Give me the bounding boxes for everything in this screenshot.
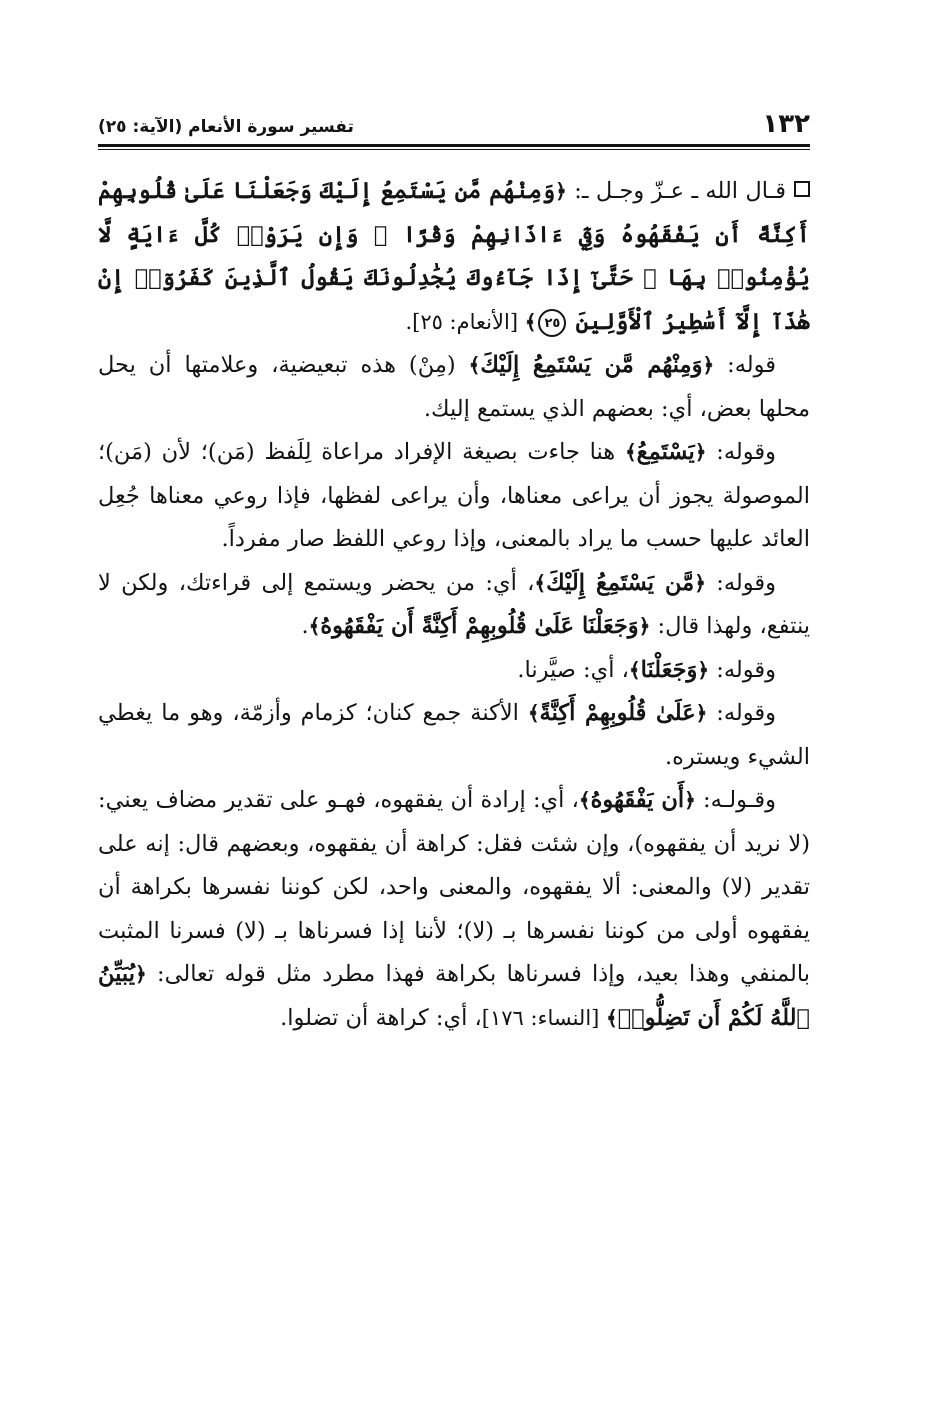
bracket-open: ﴿	[695, 701, 708, 725]
paragraph-lead: وقـولـه:	[695, 787, 776, 813]
paragraph-lead: قوله:	[714, 352, 777, 378]
bracket-open: ﴿	[638, 614, 651, 638]
running-title: تفسير سورة الأنعام (الآية: ٢٥)	[98, 117, 354, 137]
quran-quote: يَسْتَمِعُ	[636, 439, 695, 465]
header-rule-thin	[98, 149, 810, 150]
ayah-number-marker: ٢٥	[538, 309, 566, 337]
opening-intro: قـال الله ـ عـزّ وجـل ـ:	[566, 178, 786, 204]
quran-quote: وَجَعَلْنَا	[640, 656, 698, 683]
bracket-open: ﴿	[702, 353, 715, 377]
square-bullet-icon	[794, 181, 810, 197]
verse-reference: [النساء: ١٧٦]	[481, 1005, 607, 1030]
paragraph-lead: وقوله:	[709, 656, 776, 683]
quran-quote: وَمِنْهُم مَّن يَسْتَمِعُ إِلَيْكَ	[480, 352, 703, 378]
bracket-close: ﴾	[468, 353, 481, 377]
paragraph-1	[98, 344, 810, 431]
paragraph-text: الأكنة جمع كنان؛ كزمام وأزمّة، وهو ما يغطي الشيء ويستره.	[98, 700, 810, 770]
paragraph-text: ، أي: من يحضر ويستمع إلى قراءتك، ولكن لا ينتفع، ولهذا قال:	[98, 569, 810, 639]
bracket-open: ﴿	[694, 440, 707, 464]
paragraph-text: هنا جاءت بصيغة الإفراد مراعاة لِلَفظ (مَن)؛ لأن (مَن)؛ الموصولة يجوز أن يراعى معناها، وأن يراعى لفظها، فإذا روعي معناها جُعِل العائد عليها حسب ما يراد بالمعنى، وإذا روعي اللفظ صار مفرداً.	[98, 439, 810, 552]
bracket-open: ﴿	[555, 179, 567, 203]
verse-reference: [الأنعام: ٢٥].	[405, 309, 525, 334]
bracket-close: ﴾	[624, 440, 637, 464]
bracket-open: ﴿	[694, 570, 706, 595]
bracket-open: ﴿	[697, 657, 710, 682]
paragraph-text: ، أي: صيَّرنا.	[517, 656, 629, 683]
quran-quote: أَن يَفْقَهُوهُ	[590, 787, 685, 813]
page-number: ١٣٢	[762, 109, 810, 139]
book-page	[98, 100, 810, 1040]
running-head	[98, 100, 810, 140]
paragraph-3	[98, 562, 810, 649]
paragraph-text-end: ، أي: كراهة أن تضلوا.	[280, 1004, 482, 1031]
quran-quote: يُبَيِّنُ ٱللَّهُ لَكُمْ أَن تَضِلُّوا۟	[98, 961, 810, 1031]
bracket-open: ﴿	[684, 788, 696, 812]
quran-quote: عَلَىٰ قُلُوبِهِمْ أَكِنَّةً	[539, 700, 696, 726]
bracket-close: ﴾	[308, 614, 321, 638]
paragraph-6	[98, 779, 810, 1040]
paragraph-lead: وقوله:	[707, 700, 777, 726]
paragraph-2	[98, 431, 810, 562]
quran-quote: وَجَعَلْنَا عَلَىٰ قُلُوبِهِمْ أَكِنَّةً أَن يَفْقَهُوهُ	[320, 613, 639, 639]
header-rule-thick	[98, 144, 810, 147]
bracket-close: ﴾	[534, 570, 547, 595]
quran-quote: مَّن يَسْتَمِعُ إِلَيْكَ	[546, 569, 695, 596]
paragraph-text: ، أي: إرادة أن يفقهوه، فهـو على تقدير مضاف يعني: (لا نريد أن يفقهوه)، وإن شئت فقل: كراهة أن يفقهوه، وبعضهم قال: إنه على تقدير (لا) والمعنى: ألا يفقهوه، والمعنى واحد، لكن كوننا نفسرها بكراهة أن يفقهوه أولى من كوننا نفسرها بـ (لا)؛ لأننا إذا فسرناها بـ (لا) فسرنا المثبت بالمنفي وهذا بعيد، وإذا فسرناها بكراهة فهذا مطرد مثل قوله تعالى:	[98, 787, 810, 987]
bracket-open: ﴿	[134, 962, 147, 986]
paragraph-lead: وقوله:	[706, 439, 776, 465]
paragraph-lead: وقوله:	[705, 569, 776, 596]
opening-paragraph	[98, 170, 810, 344]
bracket-close: ﴾	[628, 657, 641, 682]
quran-verse: وَمِنْهُم مَّن يَسْتَمِعُ إِلَيْكَ وَجَعَلْنَا عَلَىٰ قُلُوبِهِمْ أَكِنَّةً أَن يَفْقَهُوهُ وَفِيٓ ءَاذَانِهِمْ وَقْرًا ۚ وَإِن يَرَوْا۟ كُلَّ ءَايَةٍ لَّا يُؤْمِنُوا۟ بِهَا ۚ حَتَّىٰٓ إِذَا جَآءُوكَ يُجَٰدِلُونَكَ يَقُولُ ٱلَّذِينَ كَفَرُوٓا۟ إِنْ هَٰذَآ إِلَّآ أَسَٰطِيرُ ٱلْأَوَّلِينَ	[98, 178, 810, 335]
body-text	[98, 170, 810, 1040]
bracket-close: ﴾	[578, 788, 591, 812]
bracket-close: ﴾	[527, 701, 540, 725]
paragraph-5	[98, 692, 810, 779]
bracket-close: ﴾	[606, 1005, 618, 1030]
paragraph-text: (مِنْ) هذه تبعيضية، وعلامتها أن يحل محلها بعض، أي: بعضهم الذي يستمع إليك.	[98, 352, 810, 422]
paragraph-text-end: .	[301, 613, 309, 639]
bracket-close: ﴾	[524, 309, 537, 334]
paragraph-4	[98, 649, 810, 693]
